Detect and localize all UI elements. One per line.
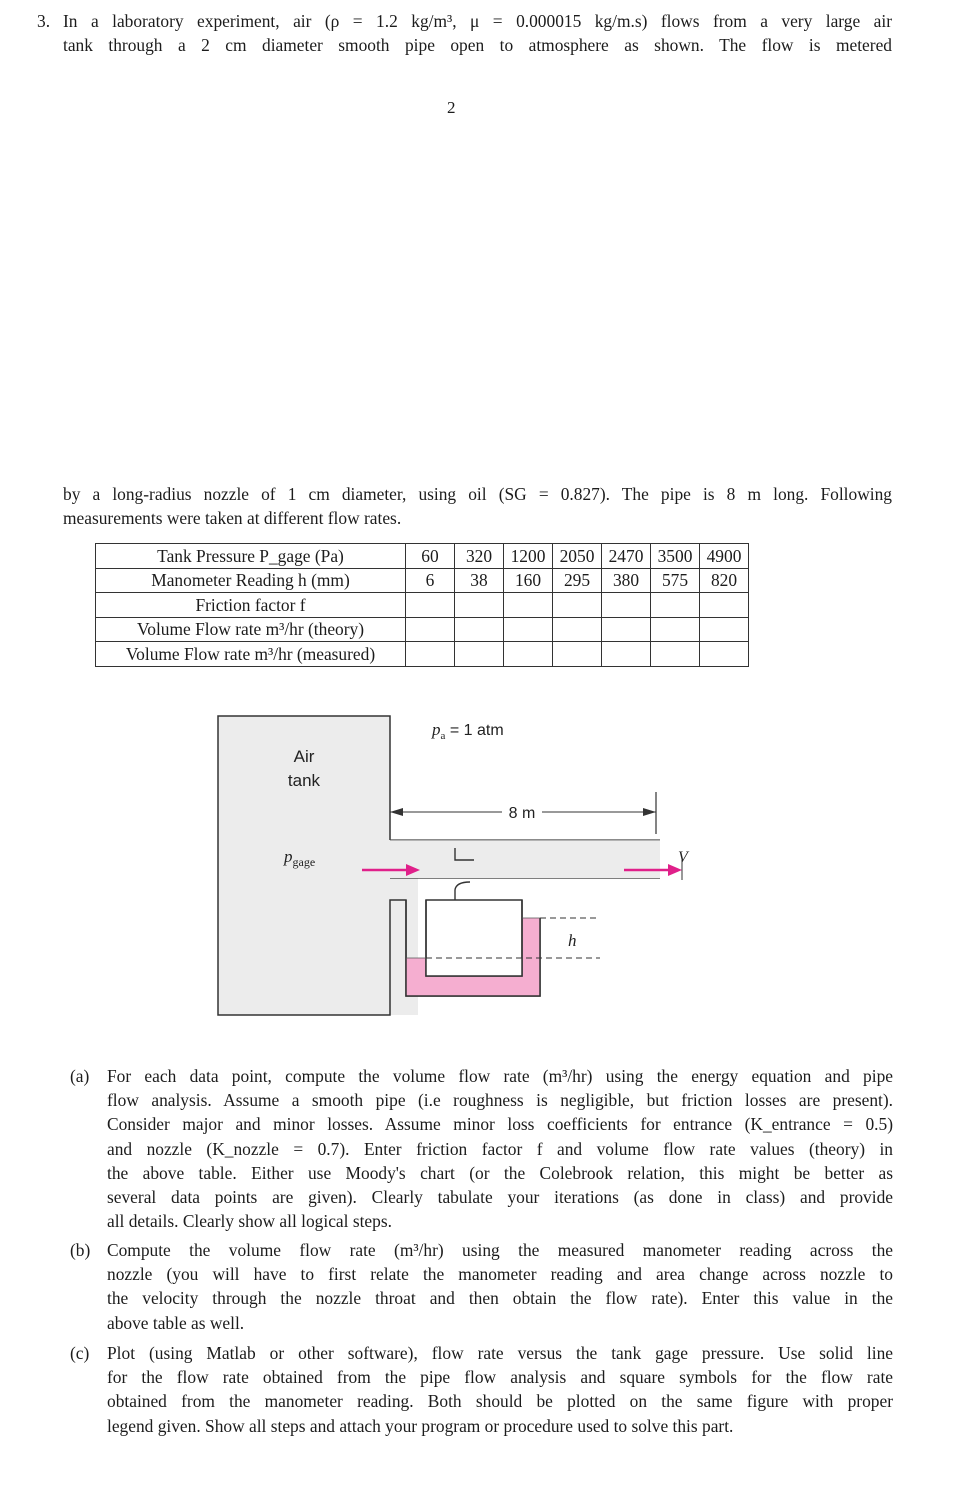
intro-line-1: In a laboratory experiment, air (ρ = 1.2 kg/m³, μ = 0.000015 kg/m.s) flows from a very large air [63, 11, 892, 31]
h-label: h [568, 931, 577, 950]
table-cell [455, 642, 504, 667]
pgage-label: $p_{gage}$ [284, 847, 316, 869]
part-a-line: For each data point, compute the volume flow rate (m³/hr) using the energy equation and pipe [107, 1066, 893, 1086]
table-cell: 3500 [651, 544, 700, 569]
table-cell [700, 617, 749, 642]
table-cell [406, 642, 455, 667]
pa-label: $p_a = 1$ atm [432, 720, 504, 742]
continuation-paragraph [63, 482, 892, 531]
table-cell: 295 [553, 568, 602, 593]
part-c-tag: (c) [70, 1343, 90, 1363]
tank-label-2: tank [287, 771, 321, 790]
table-cell [455, 593, 504, 618]
table-cell: 60 [406, 544, 455, 569]
table-cell [504, 617, 553, 642]
table-row [96, 593, 749, 618]
row-label: Volume Flow rate m³/hr (theory) [96, 617, 406, 642]
table-cell: 575 [651, 568, 700, 593]
table-cell: 1200 [504, 544, 553, 569]
velocity-label: V [678, 849, 688, 866]
apparatus-diagram [200, 700, 720, 1025]
row-label: Manometer Reading h (mm) [96, 568, 406, 593]
pipe [390, 840, 660, 878]
continuation-line-1: by a long-radius nozzle of 1 cm diameter, using oil (SG = 0.827). The pipe is 8 m long. Following [63, 484, 892, 504]
table-row [96, 617, 749, 642]
page-number: 2 [447, 98, 456, 117]
table-cell [553, 642, 602, 667]
table-cell: 320 [455, 544, 504, 569]
part-c-line: legend given. Show all steps and attach your program or procedure used to solve this part. [107, 1415, 734, 1436]
part-b-line: above table as well. [107, 1312, 245, 1333]
part-c-line: for the flow rate obtained from the pipe flow analysis and square symbols for the flow rate [107, 1367, 893, 1388]
table-cell [504, 593, 553, 618]
table-row [96, 642, 749, 667]
intro-paragraph [63, 9, 892, 58]
part-a-line: several data points are given). Clearly tabulate your iterations (as done in class) and provide [107, 1187, 893, 1208]
row-label: Volume Flow rate m³/hr (measured) [96, 642, 406, 667]
part-c-line: obtained from the manometer reading. Both should be plotted on the same figure with proper [107, 1391, 893, 1412]
table-cell [553, 593, 602, 618]
intro-line-2: tank through a 2 cm diameter smooth pipe open to atmosphere as shown. The flow is metered [63, 35, 892, 56]
part-a-tag: (a) [70, 1066, 90, 1086]
nozzle-tap-lower [455, 882, 470, 900]
table-cell: 2470 [602, 544, 651, 569]
table-cell [455, 617, 504, 642]
table-cell: 2050 [553, 544, 602, 569]
problem-number: 3. [37, 11, 51, 31]
part-c-line: Plot (using Matlab or other software), flow rate versus the tank gage pressure. Use solid line [107, 1343, 893, 1363]
table-cell [602, 642, 651, 667]
table-row [96, 568, 749, 593]
continuation-line-2: measurements were taken at different flow rates. [63, 508, 402, 529]
table-cell: 160 [504, 568, 553, 593]
table-cell: 6 [406, 568, 455, 593]
table-cell: 4900 [700, 544, 749, 569]
part-a-line: flow analysis. Assume a smooth pipe (i.e roughness is negligible, but friction losses are present). [107, 1090, 893, 1111]
length-label: 8 m [508, 805, 536, 822]
table-row [96, 544, 749, 569]
part-b-tag: (b) [70, 1240, 91, 1260]
table-cell [406, 617, 455, 642]
table-cell [504, 642, 553, 667]
table-cell: 820 [700, 568, 749, 593]
part-a-line: and nozzle (K_nozzle = 0.7). Enter friction factor f and volume flow rate values (theory) in [107, 1138, 893, 1159]
part-a-line: all details. Clearly show all logical steps. [107, 1211, 392, 1232]
table-cell [700, 642, 749, 667]
part-b-line: the velocity through the nozzle throat and then obtain the flow rate). Enter this value in the [107, 1288, 893, 1309]
table-cell [700, 593, 749, 618]
part-a-line: Consider major and minor losses. Assume minor loss coefficients for entrance (K_entrance = 0.5) [107, 1114, 893, 1135]
table-cell [406, 593, 455, 618]
table-cell [651, 593, 700, 618]
tank-label-1: Air [293, 747, 315, 766]
table-cell: 380 [602, 568, 651, 593]
table-cell [602, 617, 651, 642]
table-cell [602, 593, 651, 618]
table-cell [651, 642, 700, 667]
part-a-line: the above table. Either use Moody's chart (or the Colebrook relation, this might be better as [107, 1162, 893, 1183]
table-cell [651, 617, 700, 642]
table-cell [553, 617, 602, 642]
table-cell: 38 [455, 568, 504, 593]
part-b-line: Compute the volume flow rate (m³/hr) using the measured manometer reading across the [107, 1240, 893, 1260]
row-label: Tank Pressure P_gage (Pa) [96, 544, 406, 569]
measurement-table [95, 543, 749, 667]
row-label: Friction factor f [96, 593, 406, 618]
part-b-line: nozzle (you will have to first relate the manometer reading and area change across nozzle to [107, 1264, 893, 1285]
